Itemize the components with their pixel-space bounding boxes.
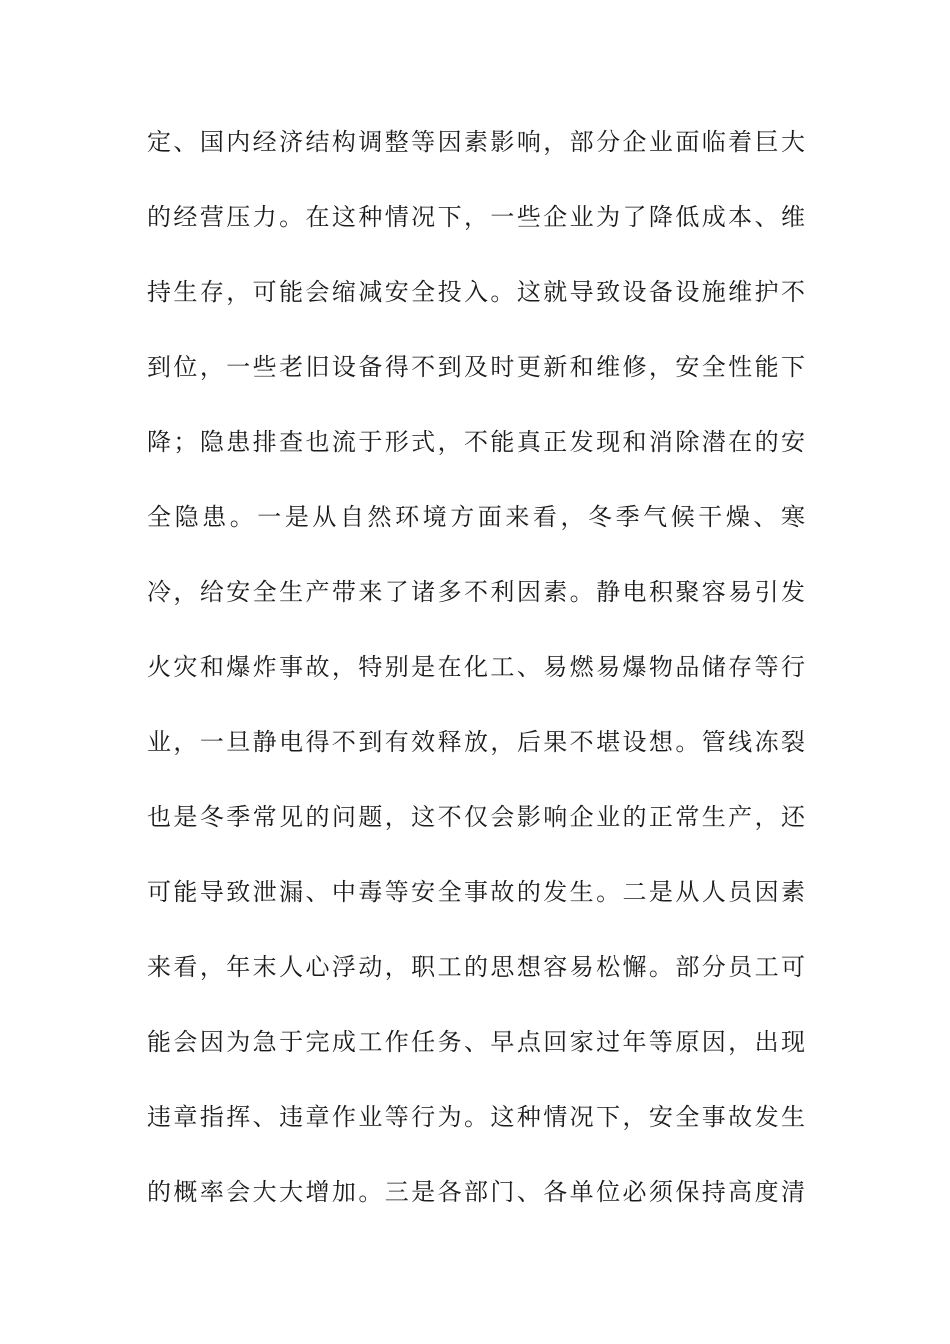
text-line: 冷，给安全生产带来了诸多不利因素。静电积聚容易引发	[147, 578, 805, 606]
text-line: 降；隐患排查也流于形式，不能真正发现和消除潜在的安	[147, 428, 805, 456]
text-line: 可能导致泄漏、中毒等安全事故的发生。二是从人员因素	[147, 878, 805, 906]
text-line: 到位，一些老旧设备得不到及时更新和维修，安全性能下	[147, 353, 805, 381]
text-line: 火灾和爆炸事故，特别是在化工、易燃易爆物品储存等行	[147, 653, 805, 681]
text-line: 违章指挥、违章作业等行为。这种情况下，安全事故发生	[147, 1103, 805, 1131]
text-line: 的概率会大大增加。三是各部门、各单位必须保持高度清	[147, 1178, 805, 1206]
text-line: 也是冬季常见的问题，这不仅会影响企业的正常生产，还	[147, 803, 805, 831]
text-line: 全隐患。一是从自然环境方面来看，冬季气候干燥、寒	[147, 503, 805, 531]
text-line: 能会因为急于完成工作任务、早点回家过年等原因，出现	[147, 1028, 805, 1056]
text-line: 定、国内经济结构调整等因素影响，部分企业面临着巨大	[147, 128, 805, 156]
text-line: 的经营压力。在这种情况下，一些企业为了降低成本、维	[147, 203, 805, 231]
text-line: 持生存，可能会缩减安全投入。这就导致设备设施维护不	[147, 278, 805, 306]
document-body	[147, 124, 805, 1249]
text-line: 来看，年末人心浮动，职工的思想容易松懈。部分员工可	[147, 953, 805, 981]
text-line: 业，一旦静电得不到有效释放，后果不堪设想。管线冻裂	[147, 728, 805, 756]
